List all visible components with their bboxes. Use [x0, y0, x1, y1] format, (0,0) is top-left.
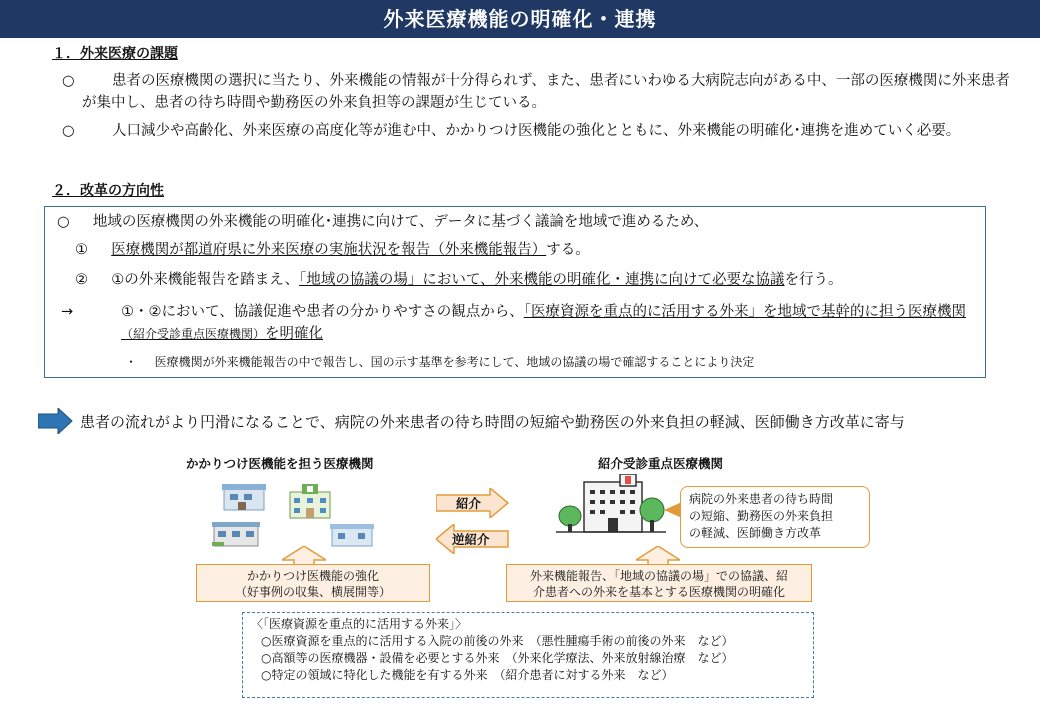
dot-bullet-icon: ・: [125, 355, 138, 369]
hospital-building-icon: [288, 484, 332, 520]
definition-item: ○医療資源を重点的に活用する入院の前後の外来 （悪性腫瘍手術の前後の外来 など）: [261, 634, 734, 648]
reform-item-1: [75, 239, 590, 261]
conclusion-text: 患者の流れがより円滑になることで、病院の外来患者の待ち時間の短縮や勤務医の外来負担の軽減、医師働き方改革に寄与: [80, 413, 905, 431]
section1-item-1: [62, 70, 1012, 114]
definition-item: ○高額等の医療機器・設備を必要とする外来 （外来化学療法、外来放射線治療 など）: [261, 651, 734, 665]
circle-bullet-icon: ○: [57, 214, 70, 230]
section1-item-1-text: 患者の医療機関の選択に当たり、外来機能の情報が十分得られず、また、患者にいわゆる大病院志向がある中、一部の医療機関に外来患者が集中し、患者の待ち時間や勤務医の外来負担等の課題が生じている。: [82, 73, 1010, 111]
definition-item: ○特定の領域に特化した機能を有する外来 （紹介患者に対する外来 など）: [261, 668, 674, 682]
reform-item-2-lead: ①の外来機能報告を踏まえ、: [111, 272, 300, 288]
item-number: ①: [75, 242, 88, 258]
primary-care-measures-box: [196, 564, 430, 602]
right-block-arrow-icon: [38, 408, 74, 434]
section2-heading: ２．改革の方向性: [52, 183, 164, 199]
referral-hospital-measures-box: [506, 564, 812, 602]
reform-item-2-rest: を行う。: [784, 272, 843, 288]
reform-direction-box: [44, 206, 986, 378]
item-number: ②: [75, 272, 88, 288]
reverse-referral-label: 逆紹介: [452, 532, 490, 547]
reform-arrow-underlined-small: （紹介受診重点医療機関）: [121, 327, 266, 341]
reform-item-2: [75, 269, 843, 291]
reform-intro: [57, 211, 708, 233]
clinic-building-icon: [330, 522, 374, 548]
callout-line: の軽減、医師働き方改革: [689, 526, 822, 540]
callout-line: の短縮、勤務医の外来負担: [689, 509, 834, 523]
circle-bullet-icon: ○: [62, 123, 75, 139]
box-line: 外来機能報告、「地域の協議の場」での協議、紹: [529, 569, 788, 583]
right-group-heading: 紹介受診重点医療機関: [598, 456, 724, 471]
section1-heading: １．外来医療の課題: [52, 46, 178, 62]
conclusion-row: [38, 406, 1038, 436]
clinic-building-icon: [212, 520, 262, 548]
reform-item-1-rest: する。: [546, 242, 590, 258]
referral-label: 紹介: [456, 496, 482, 511]
up-arrow-icon: [636, 546, 680, 566]
circle-bullet-icon: ○: [62, 73, 75, 89]
effect-callout: [680, 486, 870, 548]
box-line: （好事例の収集、横展開等）: [234, 585, 391, 599]
section1-item-2-text: 人口減少や高齢化、外来医療の高度化等が進む中、かかりつけ医機能の強化とともに、外来機能の明確化･連携を進めていく必要。: [112, 123, 961, 139]
large-hospital-icon: [556, 474, 666, 536]
definition-box: [242, 612, 814, 698]
box-line: かかりつけ医機能の強化: [246, 569, 379, 583]
reform-item-1-underlined: 医療機関が都道府県に外来医療の実施状況を報告（外来機能報告）: [111, 242, 547, 258]
reform-arrow-underlined-end: を明確化: [265, 326, 324, 342]
right-arrow-icon: →: [61, 304, 74, 320]
reform-arrow-item: [61, 301, 981, 345]
left-group-heading: かかりつけ医機能を担う医療機関: [186, 456, 374, 471]
reform-item-2-underlined: 「地域の協議の場」において、外来機能の明確化・連携に向けて必要な協議: [299, 272, 785, 288]
definition-title: 〈「医療資源を重点的に活用する外来」〉: [251, 617, 468, 631]
reform-intro-text: 地域の医療機関の外来機能の明確化･連携に向けて、データに基づく議論を地域で進めるため、: [92, 214, 709, 230]
clinic-building-icon: [222, 482, 268, 512]
box-line: 介患者への外来を基本とする医療機関の明確化: [532, 585, 785, 599]
reform-arrow-lead: ①・②において、協議促進や患者の分かりやすさの観点から、: [121, 304, 524, 320]
reform-arrow-underlined: 「医療資源を重点的に活用する外来」を地域で基幹的に担う医療機関: [523, 304, 966, 320]
reform-note: [125, 351, 754, 373]
reform-note-text: 医療機関が外来機能報告の中で報告し、国の示す基準を参考にして、地域の協議の場で確認することにより決定: [154, 355, 755, 369]
callout-line: 病院の外来患者の待ち時間: [689, 492, 834, 506]
section1-item-2: [62, 120, 1012, 142]
up-arrow-icon: [282, 546, 326, 566]
page-title: 外来医療機能の明確化・連携: [0, 0, 1040, 38]
